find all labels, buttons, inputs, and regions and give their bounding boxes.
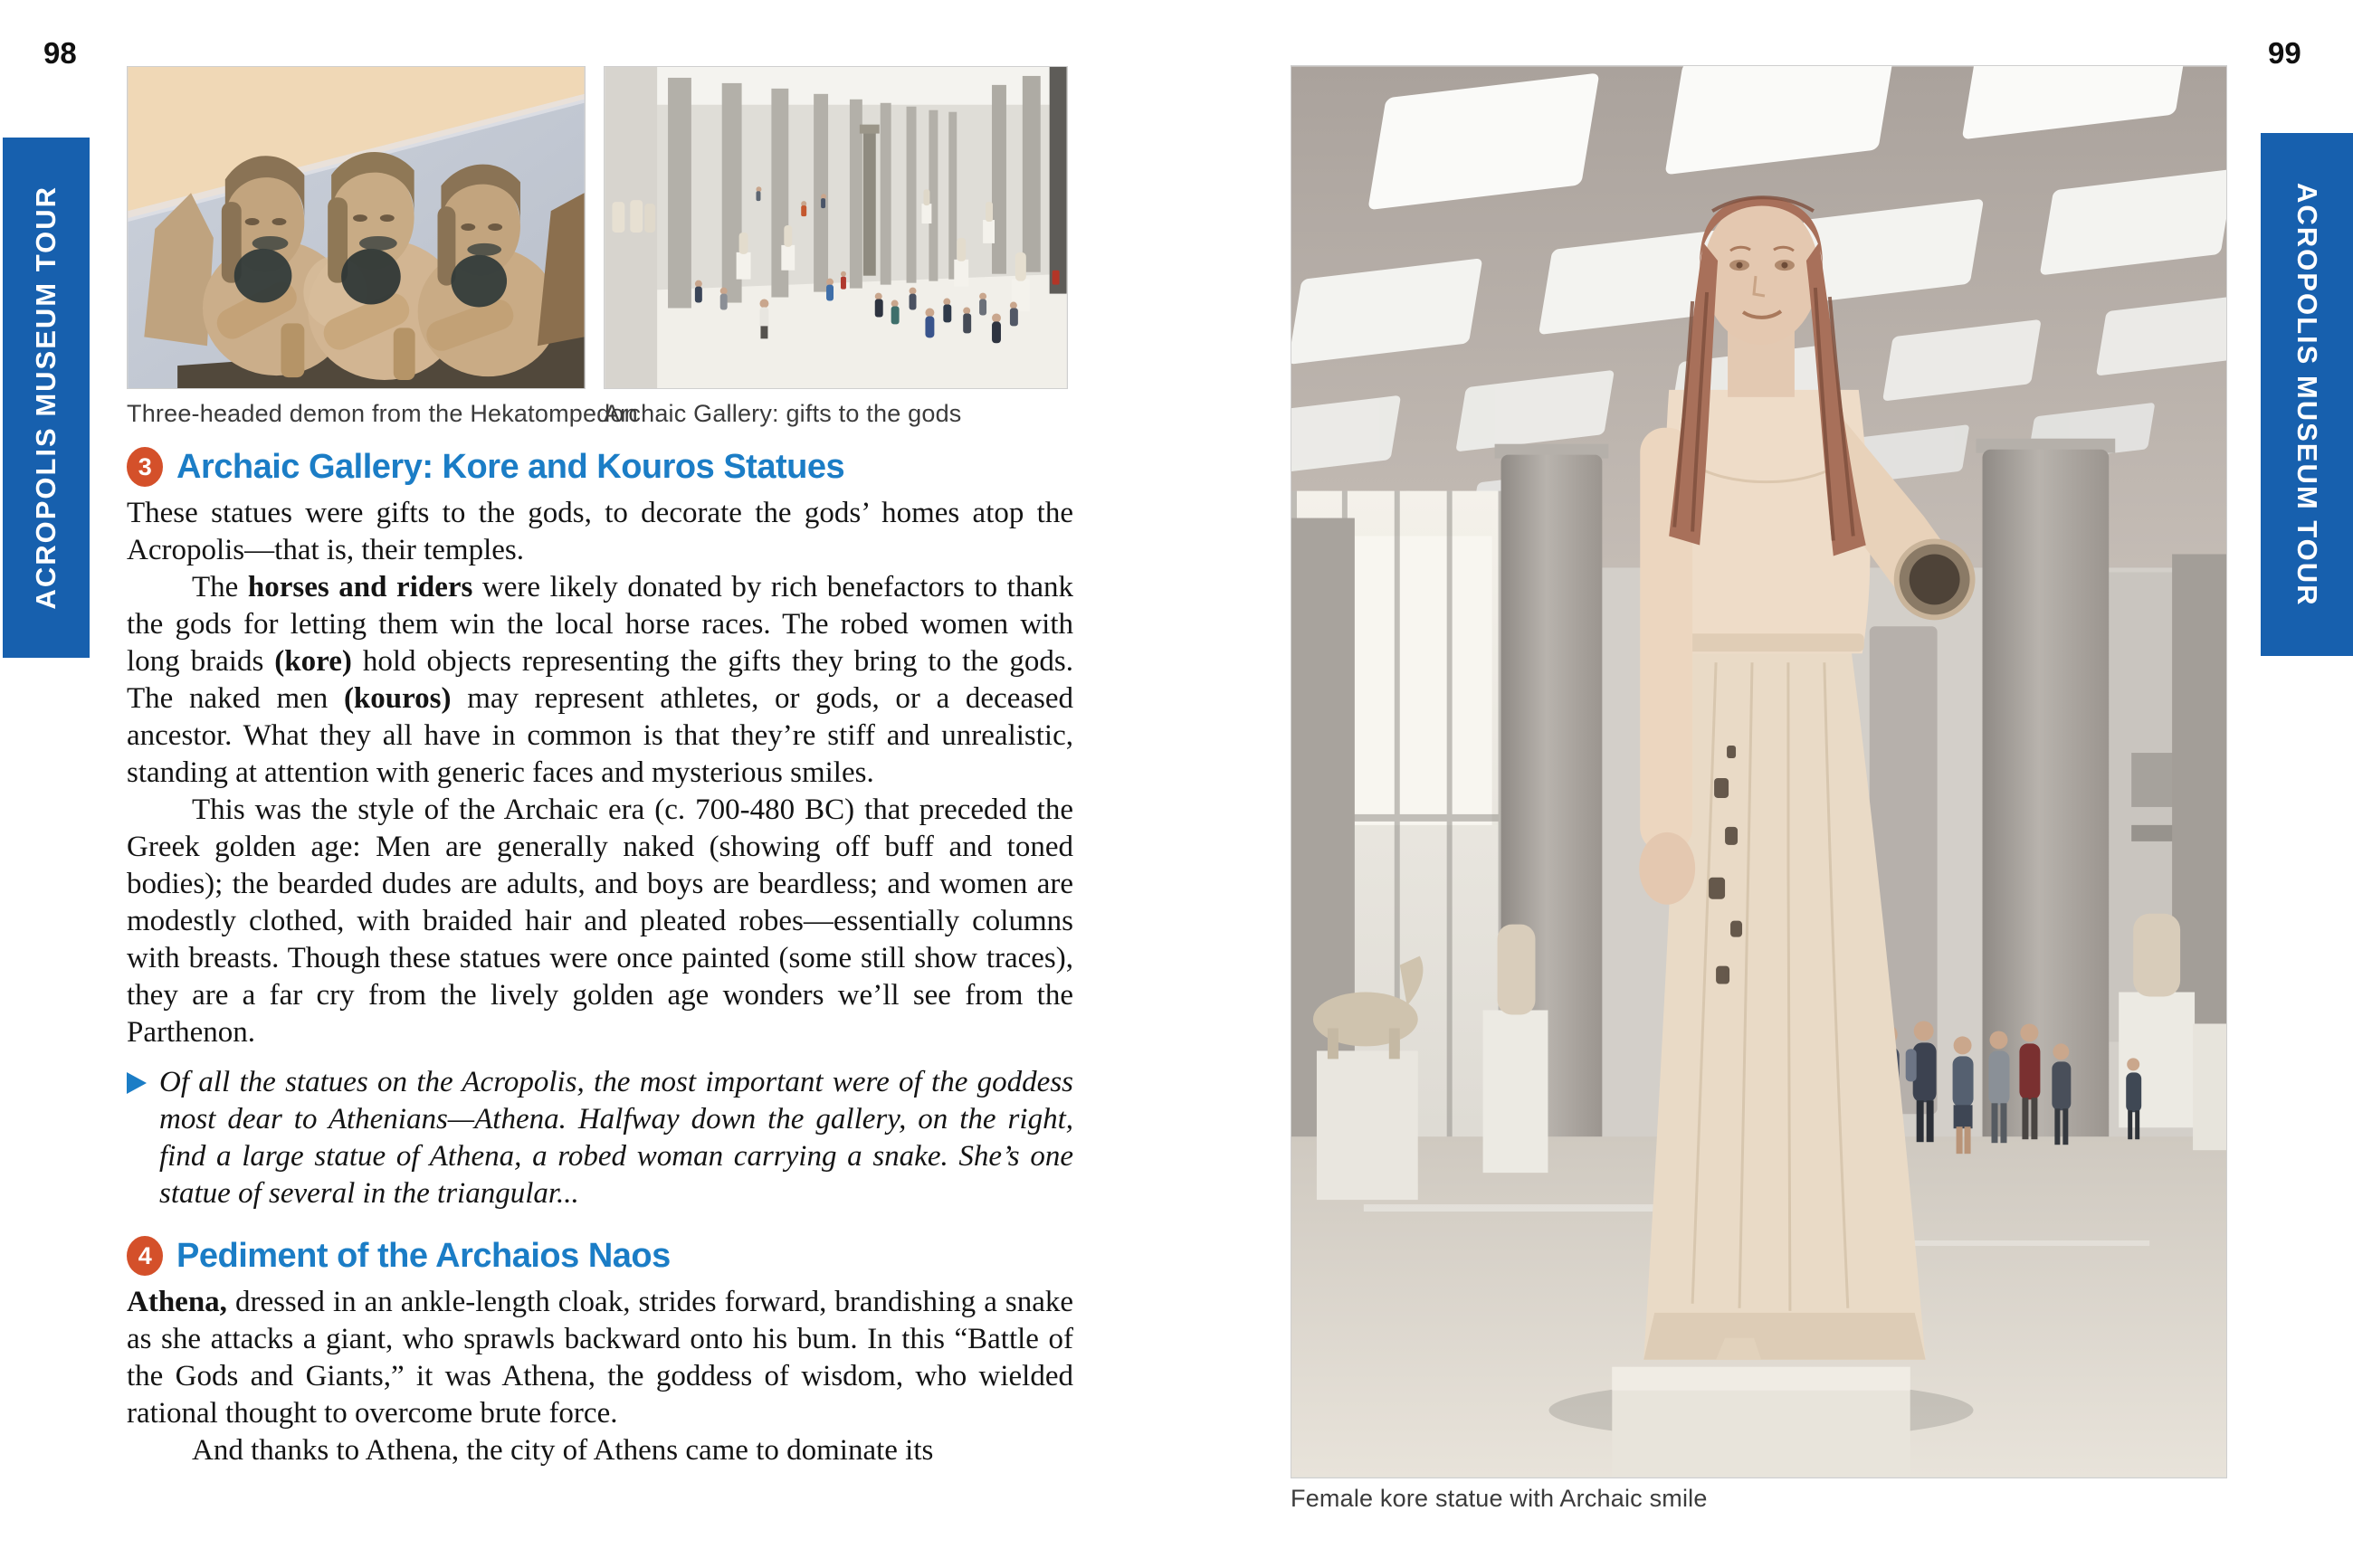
kore-statue-illustration [1291,66,2226,1478]
chapter-tab-right [2261,133,2353,656]
pointer-triangle-icon [127,1072,147,1094]
body-paragraph: And thanks to Athena, the city of Athens came to dominate its [192,1434,934,1467]
section-number-badge-4: 4 [127,1236,163,1276]
page-number-right: 99 [2268,36,2301,70]
three-headed-demon-illustration [128,67,585,388]
photo-caption-kore: Female kore statue with Archaic smile [1291,1485,1708,1512]
section-title: Archaic Gallery: Kore and Kouros Statues [176,447,845,486]
body-paragraph: These statues were gifts to the gods, to decorate the gods’ homes atop the Acropolis—that is, their temples. [127,497,1073,566]
body-paragraph: Athena, dressed in an ankle-length cloak, strides forward, brandishing a snake as she attacks a giant, who sprawls backward onto his bum. In this “Battle of the Gods and Giants,” it was Athena, the goddess of wisdom, who wielded rational thought to overcome brute force. [127,1286,1073,1430]
photo-caption-demon: Three-headed demon from the Hekatompedon [127,400,638,427]
archaic-gallery-illustration [605,67,1067,388]
section-title: Pediment of the Archaios Naos [176,1236,671,1275]
chapter-tab-left-label: ACROPOLIS MUSEUM TOUR [30,185,62,610]
section-heading-archaic-gallery [127,447,1073,487]
main-text-column [127,447,1073,1469]
photo-archaic-gallery [604,66,1068,389]
photo-three-headed-demon [127,66,586,389]
body-paragraph: This was the style of the Archaic era (c. 700-480 BC) that preceded the Greek golden age: Men are generally naked (showing off buff and toned bodies); the bearded dudes are adults, and boys are beardless; and women are modestly clothed, with braided hair and pleated robes—essentially columns with breasts. Though these statues were once painted (some still show traces), they are a far cry from the lively golden age wonders we’ll see from the Parthenon. [127,794,1073,1049]
page-number-left: 98 [43,36,77,70]
chapter-tab-left [3,138,90,658]
body-paragraph: The horses and riders were likely donated by rich benefactors to thank the gods for letting them win the local horse races. The robed women with long braids (kore) hold objects representing the gifts they bring to the gods. The naked men (kouros) may represent athletes, or gods, or a deceased ancestor. What they all have in common is that they’re stiff and unrealistic, standing at attention with generic faces and mysterious smiles. [127,571,1073,789]
section-number-badge-3: 3 [127,447,163,487]
direction-text: Of all the statues on the Acropolis, the most important were of the goddess most dear to Athenians—Athena. Halfway down the gallery, on the right, find a large statue of Athena, a robed woman carrying a snake. She’s one statue of several in the triangular... [159,1066,1073,1210]
photo-caption-gallery: Archaic Gallery: gifts to the gods [604,400,962,427]
section-heading-pediment [127,1236,1073,1276]
photo-kore-statue [1291,65,2227,1478]
walking-direction-note [127,1064,1073,1212]
chapter-tab-right-label: ACROPOLIS MUSEUM TOUR [2291,182,2323,607]
